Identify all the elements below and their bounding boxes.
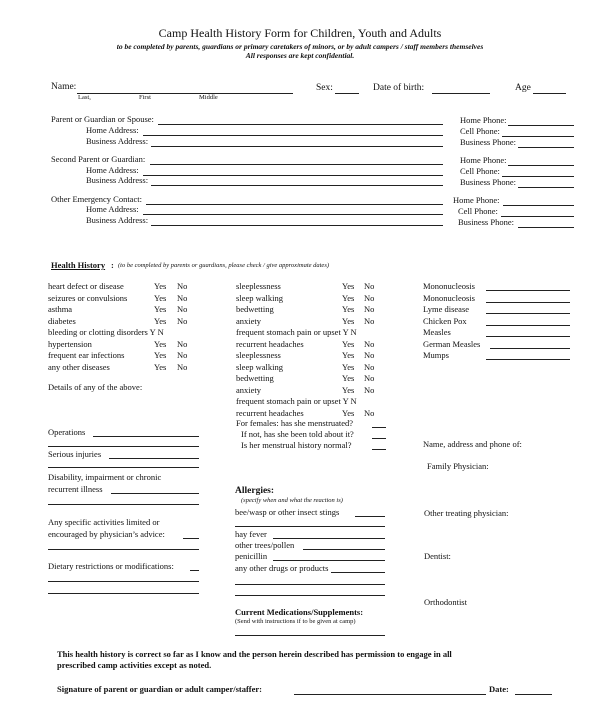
no-option[interactable]: No [364, 373, 375, 383]
injuries-field[interactable] [109, 458, 199, 459]
yes-option[interactable]: Yes [342, 350, 355, 360]
normal-answer[interactable] [372, 449, 386, 450]
disability-field[interactable] [111, 493, 199, 494]
allergy-field[interactable] [273, 560, 385, 561]
dietary-field-3[interactable] [48, 593, 199, 594]
emergency-business-address-field[interactable] [151, 225, 443, 226]
parent1-home-phone-field[interactable] [508, 125, 574, 126]
no-option[interactable]: No [177, 350, 188, 360]
parent1-field[interactable] [158, 124, 443, 125]
disease-label: Measles [423, 327, 451, 337]
health-condition-label: sleeplessness [236, 281, 281, 291]
yes-option[interactable]: Yes [342, 304, 355, 314]
allergies-instructions: (specify when and what the reaction is) [241, 497, 343, 504]
health-condition-label: asthma [48, 304, 73, 314]
age-field[interactable] [533, 93, 566, 94]
allergy-field[interactable] [331, 572, 385, 573]
yes-option[interactable]: Yes [342, 281, 355, 291]
allergy-item: other trees/pollen [235, 540, 295, 550]
injuries-label: Serious injuries [48, 449, 102, 459]
no-option[interactable]: No [177, 304, 188, 314]
signature-label: Signature of parent or guardian or adult camper/staffer: [57, 684, 263, 694]
injuries-field-2[interactable] [48, 467, 199, 468]
activities-field[interactable] [183, 538, 199, 539]
parent2-label: Second Parent or Guardian: [51, 154, 146, 164]
yes-option[interactable]: Yes [342, 338, 355, 349]
disease-label: Mononucleosis [423, 292, 475, 303]
activities-field-2[interactable] [48, 549, 199, 550]
females-answer[interactable] [372, 427, 386, 428]
operations-field[interactable] [93, 436, 199, 437]
parent1-business-address-label: Business Address: [86, 136, 149, 146]
allergy-field-2[interactable] [235, 584, 385, 585]
parent2-business-address-field[interactable] [151, 185, 443, 186]
emergency-business-phone-field[interactable] [518, 227, 574, 228]
medications-field[interactable] [235, 635, 385, 636]
parent2-home-address-field[interactable] [143, 175, 443, 176]
parent1-business-phone-label: Business Phone: [460, 137, 516, 147]
no-option[interactable]: No [177, 292, 188, 303]
health-condition-label: bleeding or clotting disorders Y N [48, 327, 164, 337]
yes-option[interactable]: Yes [154, 292, 167, 303]
parent2-business-phone-label: Business Phone: [460, 177, 516, 187]
disability-label-2: recurrent illness [48, 484, 103, 494]
dietary-label: Dietary restrictions or modifications: [48, 561, 174, 571]
medications-title: Current Medications/Supplements: [235, 607, 364, 617]
yes-option[interactable]: Yes [154, 361, 167, 372]
allergy-field[interactable] [303, 549, 385, 550]
females-question: For females: has she menstruated? [236, 418, 354, 428]
no-option[interactable]: No [364, 407, 375, 418]
health-history-title: Health History [51, 260, 106, 270]
sex-field[interactable] [335, 93, 359, 94]
family-physician-label: Family Physician: [427, 461, 489, 471]
parent1-home-phone-label: Home Phone: [460, 115, 507, 125]
disease-date-field[interactable] [486, 325, 570, 326]
physicians-header: Name, address and phone of: [423, 439, 522, 449]
yes-option[interactable]: Yes [342, 315, 355, 326]
operations-label: Operations [48, 427, 86, 437]
name-last-caption: Last, [78, 94, 91, 101]
allergy-field[interactable] [273, 538, 385, 539]
no-option[interactable]: No [364, 292, 375, 303]
parent2-field[interactable] [150, 164, 443, 165]
disease-date-field[interactable] [490, 348, 570, 349]
yes-option[interactable]: Yes [342, 407, 355, 418]
parent2-business-phone-field[interactable] [518, 187, 574, 188]
certification-line-1: This health history is correct so far as I know and the person herein described has permission to engage in all [57, 649, 452, 659]
no-option[interactable]: No [364, 338, 375, 349]
no-option[interactable]: No [177, 361, 188, 372]
not-told-answer[interactable] [372, 438, 386, 439]
no-option[interactable]: No [364, 281, 375, 291]
name-middle-caption: Middle [199, 94, 218, 101]
health-condition-label: frequent ear infections [48, 350, 125, 360]
disease-date-field[interactable] [486, 302, 570, 303]
yes-option[interactable]: Yes [154, 281, 167, 291]
health-condition-label: frequent stomach pain or upset Y N [236, 396, 357, 406]
no-option[interactable]: No [364, 361, 375, 372]
health-condition-label: sleeplessness [236, 350, 281, 360]
no-option[interactable]: No [177, 281, 188, 291]
name-first-caption: First [139, 94, 151, 101]
parent1-home-address-field[interactable] [143, 135, 443, 136]
disability-field-2[interactable] [48, 504, 199, 505]
yes-option[interactable]: Yes [342, 292, 355, 303]
health-condition-label: bedwetting [236, 304, 274, 314]
disease-date-field[interactable] [486, 313, 570, 314]
allergy-field-3[interactable] [235, 595, 385, 596]
health-history-colon: : [111, 260, 114, 270]
disease-date-field[interactable] [486, 336, 570, 337]
operations-field-2[interactable] [48, 446, 199, 447]
age-label: Age [515, 83, 531, 93]
normal-question: Is her menstrual history normal? [241, 440, 352, 450]
health-condition-label: hypertension [48, 338, 92, 349]
no-option[interactable]: No [177, 315, 188, 326]
allergy-item: bee/wasp or other insect stings [235, 507, 340, 517]
no-option[interactable]: No [364, 315, 375, 326]
health-condition-label: anxiety [236, 384, 262, 395]
yes-option[interactable]: Yes [342, 361, 355, 372]
parent2-business-address-label: Business Address: [86, 175, 149, 185]
emergency-home-address-label: Home Address: [86, 204, 139, 214]
yes-option[interactable]: Yes [154, 338, 167, 349]
activities-label-1: Any specific activities limited or [48, 517, 160, 527]
yes-option[interactable]: Yes [154, 350, 167, 360]
emergency-home-phone-label: Home Phone: [453, 195, 500, 205]
emergency-cell-phone-label: Cell Phone: [458, 206, 498, 216]
dentist-label: Dentist: [424, 551, 451, 561]
name-field[interactable] [77, 93, 293, 94]
allergy-item: any other drugs or products [235, 563, 329, 573]
allergies-title: Allergies: [235, 486, 275, 496]
dob-label: Date of birth: [373, 83, 425, 93]
medications-instructions: (Send with instructions if to be given at camp) [235, 618, 356, 625]
parent1-business-address-field[interactable] [151, 146, 443, 147]
allergy-field[interactable] [355, 516, 385, 517]
date-label: Date: [489, 684, 509, 694]
yes-option[interactable]: Yes [154, 304, 167, 314]
disease-label: Mumps [423, 350, 449, 360]
parent1-business-phone-field[interactable] [518, 147, 574, 148]
dob-field[interactable] [432, 93, 490, 94]
disability-label-1: Disability, impairment or chronic [48, 472, 162, 482]
not-told-question: If not, has she been told about it? [241, 429, 354, 439]
form-subtitle: to be completed by parents, guardians or primary caretakers of minors, or by adult campers / staff members themselves [116, 42, 484, 51]
confidential-note: All responses are kept confidential. [245, 51, 355, 60]
dietary-field-2[interactable] [48, 581, 199, 582]
health-condition-label: sleep walking [236, 361, 283, 372]
emergency-business-phone-label: Business Phone: [458, 217, 514, 227]
health-condition-label: diabetes [48, 315, 76, 326]
yes-option[interactable]: Yes [342, 373, 355, 383]
disease-label: Chicken Pox [423, 315, 467, 326]
health-condition-label: recurrent headaches [236, 407, 304, 418]
parent1-cell-phone-label: Cell Phone: [460, 126, 500, 136]
sex-label: Sex: [316, 83, 333, 93]
no-option[interactable]: No [364, 350, 375, 360]
certification-line-2: prescribed camp activities except as noted. [57, 660, 212, 670]
disease-date-field[interactable] [486, 359, 570, 360]
health-condition-label: sleep walking [236, 292, 283, 303]
parent1-home-address-label: Home Address: [86, 125, 139, 135]
parent2-home-phone-label: Home Phone: [460, 155, 507, 165]
allergy-field-2[interactable] [235, 526, 385, 527]
parent2-cell-phone-label: Cell Phone: [460, 166, 500, 176]
date-field[interactable] [515, 694, 552, 695]
dietary-field[interactable] [190, 570, 199, 571]
details-label: Details of any of the above: [48, 382, 143, 392]
emergency-field[interactable] [146, 204, 443, 205]
disease-label: German Measles [423, 338, 481, 349]
health-condition-label: bedwetting [236, 373, 274, 383]
name-label: Name: [51, 82, 77, 92]
health-condition-label: seizures or convulsions [48, 292, 128, 303]
no-option[interactable]: No [364, 304, 375, 314]
no-option[interactable]: No [177, 338, 188, 349]
activities-label-2: encouraged by physician’s advice: [48, 529, 165, 539]
yes-option[interactable]: Yes [154, 315, 167, 326]
health-condition-label: heart defect or disease [48, 281, 124, 291]
other-physician-label: Other treating physician: [424, 508, 509, 518]
health-condition-label: recurrent headaches [236, 338, 304, 349]
allergy-item: penicillin [235, 551, 268, 561]
form-title: Camp Health History Form for Children, Youth and Adults [158, 26, 442, 40]
parent1-label: Parent or Guardian or Spouse: [51, 114, 154, 124]
parent2-home-address-label: Home Address: [86, 165, 139, 175]
orthodontist-label: Orthodontist [424, 597, 467, 607]
emergency-business-address-label: Business Address: [86, 215, 149, 225]
no-option[interactable]: No [364, 384, 375, 395]
parent2-home-phone-field[interactable] [508, 165, 574, 166]
health-condition-label: anxiety [236, 315, 262, 326]
health-condition-label: any other diseases [48, 361, 110, 372]
disease-label: Mononucleosis [423, 281, 475, 291]
emergency-label: Other Emergency Contact: [51, 194, 142, 204]
disease-label: Lyme disease [423, 304, 470, 314]
allergy-item: hay fever [235, 529, 267, 539]
disease-date-field[interactable] [486, 290, 570, 291]
yes-option[interactable]: Yes [342, 384, 355, 395]
signature-field[interactable] [294, 694, 486, 695]
emergency-home-phone-field[interactable] [503, 205, 574, 206]
health-history-instructions: (to be completed by parents or guardians, please check / give approximate dates) [118, 262, 330, 269]
emergency-home-address-field[interactable] [143, 214, 443, 215]
health-condition-label: frequent stomach pain or upset Y N [236, 327, 357, 337]
